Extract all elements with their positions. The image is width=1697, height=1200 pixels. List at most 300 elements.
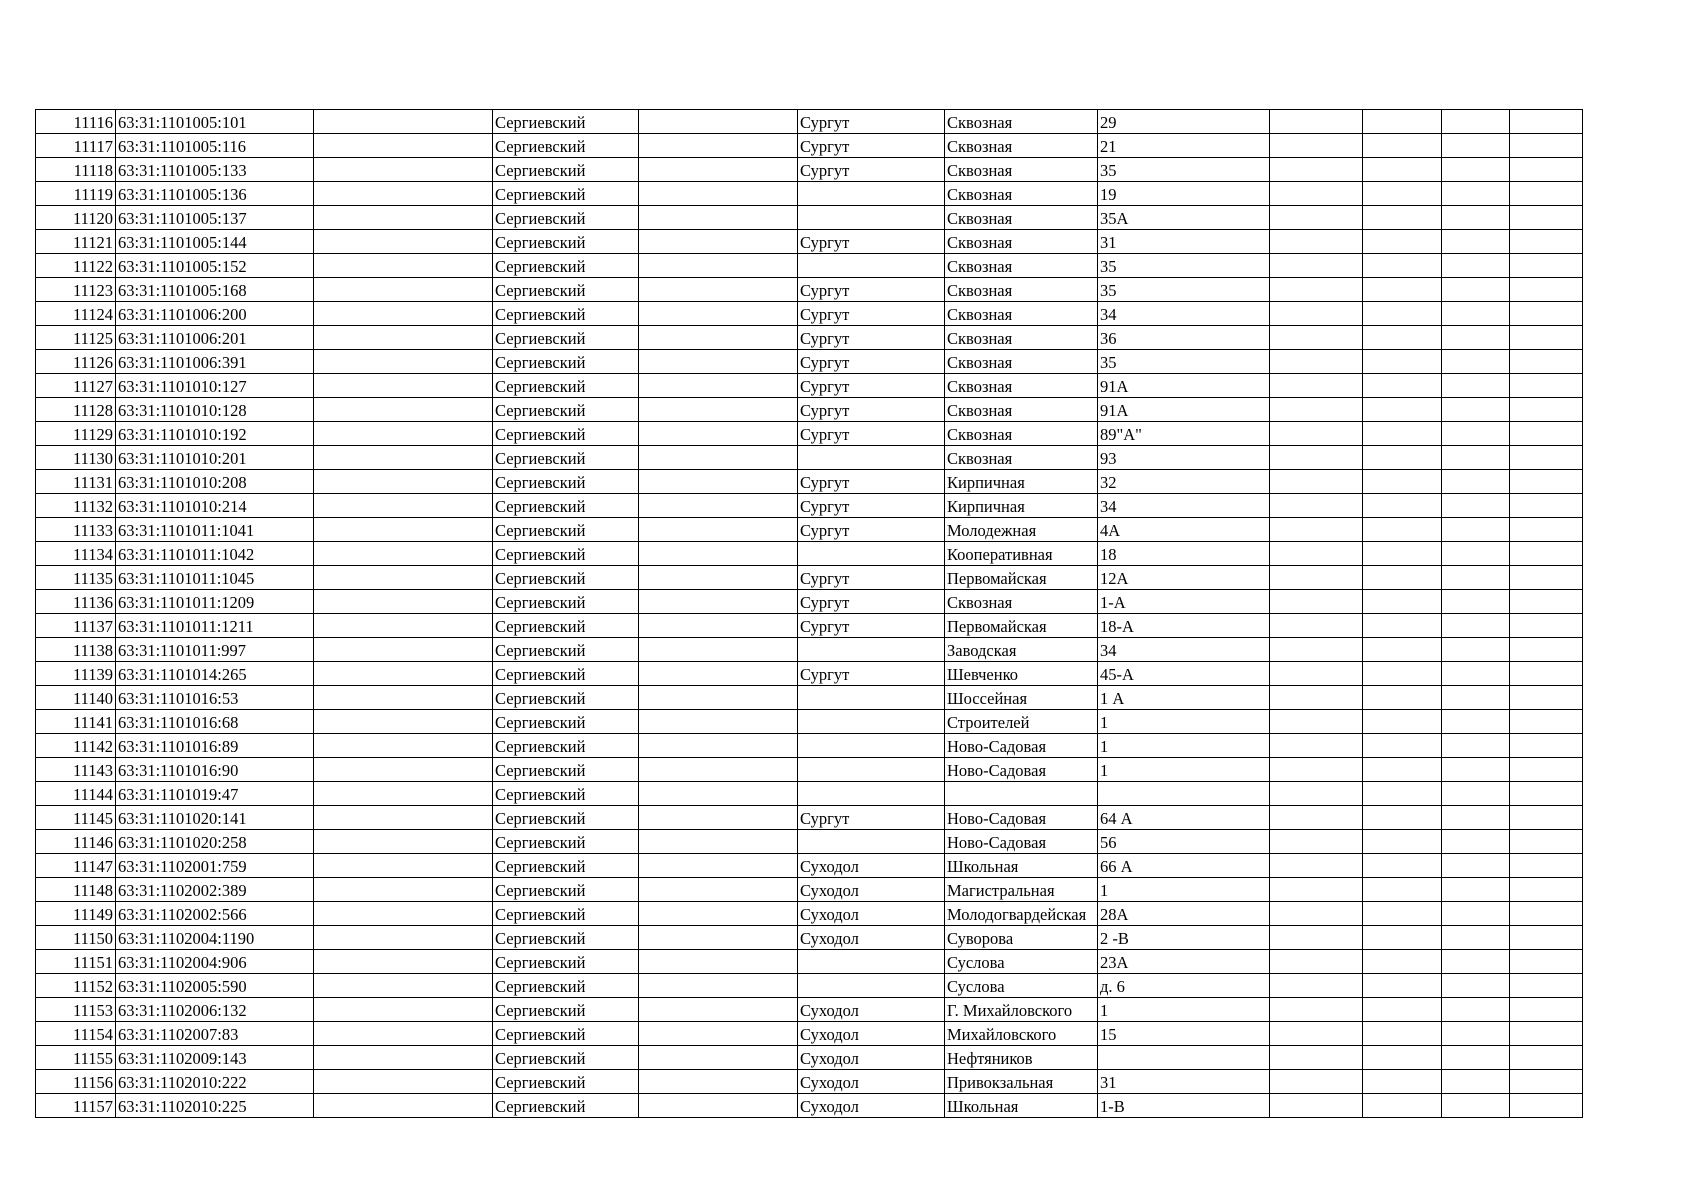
locality-cell: Сургут: [798, 470, 945, 494]
cadastral-number-cell: 63:31:1101006:201: [116, 326, 314, 350]
district-cell: Сергиевский: [493, 638, 639, 662]
district-cell: Сергиевский: [493, 590, 639, 614]
row-number-cell: 11155: [36, 1046, 116, 1070]
empty-cell: [639, 998, 798, 1022]
house-number-cell: 35А: [1098, 206, 1270, 230]
empty-cell: [1270, 182, 1363, 206]
street-cell: Нефтяников: [945, 1046, 1098, 1070]
empty-cell: [639, 518, 798, 542]
empty-cell: [1363, 662, 1442, 686]
empty-cell: [1270, 662, 1363, 686]
empty-cell: [639, 326, 798, 350]
empty-cell: [1270, 446, 1363, 470]
empty-cell: [1442, 638, 1510, 662]
empty-cell: [1442, 1022, 1510, 1046]
table-row: [36, 302, 1583, 326]
table-row: [36, 518, 1583, 542]
empty-cell: [1270, 278, 1363, 302]
street-cell: Сквозная: [945, 422, 1098, 446]
locality-cell: Суходол: [798, 902, 945, 926]
empty-cell: [1442, 542, 1510, 566]
empty-cell: [639, 902, 798, 926]
street-cell: Ново-Садовая: [945, 758, 1098, 782]
table-row: [36, 710, 1583, 734]
empty-cell: [1270, 686, 1363, 710]
table-row: [36, 350, 1583, 374]
empty-cell: [1510, 542, 1583, 566]
empty-cell: [1510, 974, 1583, 998]
empty-cell: [1442, 926, 1510, 950]
empty-cell: [314, 662, 493, 686]
empty-cell: [1510, 878, 1583, 902]
row-number-cell: 11121: [36, 230, 116, 254]
row-number-cell: 11150: [36, 926, 116, 950]
cadastral-number-cell: 63:31:1101011:1211: [116, 614, 314, 638]
empty-cell: [1270, 638, 1363, 662]
row-number-cell: 11131: [36, 470, 116, 494]
cadastral-number-cell: 63:31:1101011:997: [116, 638, 314, 662]
empty-cell: [314, 686, 493, 710]
empty-cell: [1510, 374, 1583, 398]
table-row: [36, 758, 1583, 782]
table-row: [36, 830, 1583, 854]
empty-cell: [1270, 326, 1363, 350]
empty-cell: [639, 542, 798, 566]
house-number-cell: [1098, 782, 1270, 806]
empty-cell: [1270, 206, 1363, 230]
district-cell: Сергиевский: [493, 230, 639, 254]
empty-cell: [314, 446, 493, 470]
street-cell: Сквозная: [945, 230, 1098, 254]
empty-cell: [639, 182, 798, 206]
empty-cell: [1363, 542, 1442, 566]
empty-cell: [1442, 950, 1510, 974]
row-number-cell: 11133: [36, 518, 116, 542]
district-cell: Сергиевский: [493, 1046, 639, 1070]
empty-cell: [314, 710, 493, 734]
empty-cell: [1510, 230, 1583, 254]
cadastral-number-cell: 63:31:1102006:132: [116, 998, 314, 1022]
empty-cell: [1363, 590, 1442, 614]
table-row: [36, 254, 1583, 278]
locality-cell: Сургут: [798, 230, 945, 254]
row-number-cell: 11141: [36, 710, 116, 734]
empty-cell: [1270, 830, 1363, 854]
row-number-cell: 11143: [36, 758, 116, 782]
street-cell: Сквозная: [945, 110, 1098, 134]
empty-cell: [1363, 926, 1442, 950]
locality-cell: Сургут: [798, 494, 945, 518]
table-row: [36, 854, 1583, 878]
cadastral-number-cell: 63:31:1101016:53: [116, 686, 314, 710]
house-number-cell: 21: [1098, 134, 1270, 158]
empty-cell: [314, 470, 493, 494]
cadastral-number-cell: 63:31:1101005:152: [116, 254, 314, 278]
empty-cell: [639, 254, 798, 278]
empty-cell: [1442, 806, 1510, 830]
row-number-cell: 11142: [36, 734, 116, 758]
district-cell: Сергиевский: [493, 350, 639, 374]
row-number-cell: 11134: [36, 542, 116, 566]
empty-cell: [1510, 590, 1583, 614]
cadastral-table: [35, 109, 1583, 1118]
house-number-cell: 91А: [1098, 398, 1270, 422]
empty-cell: [1363, 254, 1442, 278]
empty-cell: [1510, 206, 1583, 230]
empty-cell: [1363, 734, 1442, 758]
table-row: [36, 734, 1583, 758]
empty-cell: [1363, 758, 1442, 782]
locality-cell: Сургут: [798, 374, 945, 398]
street-cell: Заводская: [945, 638, 1098, 662]
empty-cell: [1510, 782, 1583, 806]
table-row: [36, 542, 1583, 566]
street-cell: [945, 782, 1098, 806]
row-number-cell: 11117: [36, 134, 116, 158]
empty-cell: [639, 878, 798, 902]
row-number-cell: 11132: [36, 494, 116, 518]
empty-cell: [1270, 998, 1363, 1022]
table-row: [36, 902, 1583, 926]
empty-cell: [1363, 182, 1442, 206]
empty-cell: [314, 374, 493, 398]
empty-cell: [1270, 518, 1363, 542]
empty-cell: [1442, 398, 1510, 422]
house-number-cell: 66 А: [1098, 854, 1270, 878]
empty-cell: [1270, 134, 1363, 158]
empty-cell: [1510, 1022, 1583, 1046]
locality-cell: Сургут: [798, 350, 945, 374]
empty-cell: [639, 806, 798, 830]
table-row: [36, 638, 1583, 662]
street-cell: Сквозная: [945, 590, 1098, 614]
table-row: [36, 1094, 1583, 1118]
empty-cell: [1363, 638, 1442, 662]
empty-cell: [639, 350, 798, 374]
empty-cell: [1363, 422, 1442, 446]
empty-cell: [1363, 134, 1442, 158]
table-row: [36, 1070, 1583, 1094]
locality-cell: [798, 974, 945, 998]
row-number-cell: 11148: [36, 878, 116, 902]
empty-cell: [1442, 998, 1510, 1022]
district-cell: Сергиевский: [493, 806, 639, 830]
empty-cell: [1510, 902, 1583, 926]
row-number-cell: 11139: [36, 662, 116, 686]
district-cell: Сергиевский: [493, 158, 639, 182]
empty-cell: [1363, 398, 1442, 422]
empty-cell: [314, 758, 493, 782]
house-number-cell: д. 6: [1098, 974, 1270, 998]
empty-cell: [1363, 470, 1442, 494]
locality-cell: [798, 206, 945, 230]
empty-cell: [1363, 950, 1442, 974]
empty-cell: [1442, 878, 1510, 902]
cadastral-number-cell: 63:31:1101006:200: [116, 302, 314, 326]
empty-cell: [1270, 902, 1363, 926]
empty-cell: [1442, 110, 1510, 134]
cadastral-number-cell: 63:31:1102010:222: [116, 1070, 314, 1094]
empty-cell: [1270, 1094, 1363, 1118]
district-cell: Сергиевский: [493, 734, 639, 758]
locality-cell: Сургут: [798, 302, 945, 326]
locality-cell: Суходол: [798, 854, 945, 878]
cadastral-number-cell: 63:31:1102001:759: [116, 854, 314, 878]
empty-cell: [1270, 350, 1363, 374]
street-cell: Ново-Садовая: [945, 806, 1098, 830]
empty-cell: [1363, 998, 1442, 1022]
row-number-cell: 11153: [36, 998, 116, 1022]
street-cell: Магистральная: [945, 878, 1098, 902]
empty-cell: [1363, 902, 1442, 926]
empty-cell: [1510, 254, 1583, 278]
row-number-cell: 11130: [36, 446, 116, 470]
empty-cell: [1510, 830, 1583, 854]
locality-cell: [798, 446, 945, 470]
district-cell: Сергиевский: [493, 302, 639, 326]
house-number-cell: 18-А: [1098, 614, 1270, 638]
district-cell: Сергиевский: [493, 518, 639, 542]
empty-cell: [1442, 182, 1510, 206]
empty-cell: [639, 614, 798, 638]
street-cell: Привокзальная: [945, 1070, 1098, 1094]
table-row: [36, 1022, 1583, 1046]
empty-cell: [1510, 1094, 1583, 1118]
empty-cell: [1510, 1046, 1583, 1070]
empty-cell: [314, 830, 493, 854]
empty-cell: [1270, 566, 1363, 590]
locality-cell: Сургут: [798, 614, 945, 638]
empty-cell: [1442, 854, 1510, 878]
empty-cell: [314, 1070, 493, 1094]
empty-cell: [639, 638, 798, 662]
empty-cell: [1363, 878, 1442, 902]
empty-cell: [1442, 374, 1510, 398]
empty-cell: [1442, 1070, 1510, 1094]
empty-cell: [1270, 470, 1363, 494]
empty-cell: [1442, 758, 1510, 782]
empty-cell: [1363, 686, 1442, 710]
empty-cell: [1510, 278, 1583, 302]
district-cell: Сергиевский: [493, 494, 639, 518]
empty-cell: [314, 734, 493, 758]
house-number-cell: 56: [1098, 830, 1270, 854]
house-number-cell: 2 -В: [1098, 926, 1270, 950]
cadastral-number-cell: 63:31:1101011:1209: [116, 590, 314, 614]
row-number-cell: 11147: [36, 854, 116, 878]
empty-cell: [1363, 278, 1442, 302]
table-row: [36, 1046, 1583, 1070]
street-cell: Первомайская: [945, 566, 1098, 590]
street-cell: Шоссейная: [945, 686, 1098, 710]
empty-cell: [314, 326, 493, 350]
house-number-cell: 1 А: [1098, 686, 1270, 710]
locality-cell: [798, 710, 945, 734]
house-number-cell: 1-А: [1098, 590, 1270, 614]
empty-cell: [314, 638, 493, 662]
district-cell: Сергиевский: [493, 470, 639, 494]
empty-cell: [314, 542, 493, 566]
street-cell: Суворова: [945, 926, 1098, 950]
locality-cell: [798, 254, 945, 278]
table-row: [36, 590, 1583, 614]
table-row: [36, 134, 1583, 158]
house-number-cell: 35: [1098, 350, 1270, 374]
empty-cell: [314, 878, 493, 902]
district-cell: Сергиевский: [493, 854, 639, 878]
empty-cell: [314, 998, 493, 1022]
empty-cell: [639, 590, 798, 614]
street-cell: Сквозная: [945, 206, 1098, 230]
cadastral-number-cell: 63:31:1101020:141: [116, 806, 314, 830]
locality-cell: Суходол: [798, 1094, 945, 1118]
empty-cell: [314, 230, 493, 254]
cadastral-number-cell: 63:31:1101016:89: [116, 734, 314, 758]
row-number-cell: 11122: [36, 254, 116, 278]
empty-cell: [1510, 614, 1583, 638]
street-cell: Кооперативная: [945, 542, 1098, 566]
locality-cell: Сургут: [798, 662, 945, 686]
empty-cell: [314, 806, 493, 830]
empty-cell: [1510, 638, 1583, 662]
district-cell: Сергиевский: [493, 710, 639, 734]
empty-cell: [1363, 206, 1442, 230]
house-number-cell: 89"А": [1098, 422, 1270, 446]
empty-cell: [639, 446, 798, 470]
locality-cell: Сургут: [798, 278, 945, 302]
empty-cell: [314, 1046, 493, 1070]
empty-cell: [1363, 494, 1442, 518]
row-number-cell: 11123: [36, 278, 116, 302]
locality-cell: [798, 638, 945, 662]
empty-cell: [314, 1022, 493, 1046]
empty-cell: [1510, 662, 1583, 686]
house-number-cell: 1-В: [1098, 1094, 1270, 1118]
district-cell: Сергиевский: [493, 134, 639, 158]
cadastral-number-cell: 63:31:1101016:90: [116, 758, 314, 782]
house-number-cell: 45-А: [1098, 662, 1270, 686]
empty-cell: [314, 1094, 493, 1118]
locality-cell: Суходол: [798, 926, 945, 950]
locality-cell: Сургут: [798, 110, 945, 134]
locality-cell: Сургут: [798, 590, 945, 614]
locality-cell: [798, 758, 945, 782]
district-cell: Сергиевский: [493, 782, 639, 806]
empty-cell: [1363, 446, 1442, 470]
empty-cell: [639, 758, 798, 782]
table-row: [36, 806, 1583, 830]
empty-cell: [314, 206, 493, 230]
empty-cell: [314, 110, 493, 134]
empty-cell: [1510, 710, 1583, 734]
empty-cell: [1363, 1022, 1442, 1046]
table-row: [36, 998, 1583, 1022]
cadastral-number-cell: 63:31:1102002:389: [116, 878, 314, 902]
locality-cell: Сургут: [798, 398, 945, 422]
empty-cell: [1442, 902, 1510, 926]
empty-cell: [639, 734, 798, 758]
empty-cell: [639, 374, 798, 398]
empty-cell: [639, 206, 798, 230]
row-number-cell: 11137: [36, 614, 116, 638]
street-cell: Ново-Садовая: [945, 830, 1098, 854]
table-row: [36, 878, 1583, 902]
district-cell: Сергиевский: [493, 1070, 639, 1094]
district-cell: Сергиевский: [493, 326, 639, 350]
street-cell: Ново-Садовая: [945, 734, 1098, 758]
street-cell: Школьная: [945, 854, 1098, 878]
empty-cell: [639, 302, 798, 326]
empty-cell: [314, 350, 493, 374]
empty-cell: [1510, 1070, 1583, 1094]
empty-cell: [314, 782, 493, 806]
district-cell: Сергиевский: [493, 1022, 639, 1046]
district-cell: Сергиевский: [493, 758, 639, 782]
row-number-cell: 11154: [36, 1022, 116, 1046]
empty-cell: [1363, 974, 1442, 998]
empty-cell: [1510, 806, 1583, 830]
empty-cell: [1363, 230, 1442, 254]
empty-cell: [1363, 614, 1442, 638]
empty-cell: [314, 518, 493, 542]
empty-cell: [1270, 1022, 1363, 1046]
district-cell: Сергиевский: [493, 662, 639, 686]
empty-cell: [314, 302, 493, 326]
street-cell: Сквозная: [945, 326, 1098, 350]
street-cell: Сквозная: [945, 182, 1098, 206]
street-cell: Суслова: [945, 974, 1098, 998]
street-cell: Михайловского: [945, 1022, 1098, 1046]
house-number-cell: 28А: [1098, 902, 1270, 926]
empty-cell: [1510, 326, 1583, 350]
empty-cell: [1442, 206, 1510, 230]
locality-cell: Суходол: [798, 1046, 945, 1070]
locality-cell: Сургут: [798, 518, 945, 542]
district-cell: Сергиевский: [493, 614, 639, 638]
street-cell: Суслова: [945, 950, 1098, 974]
locality-cell: Сургут: [798, 806, 945, 830]
empty-cell: [1510, 470, 1583, 494]
table-body: [36, 110, 1583, 1118]
cadastral-number-cell: 63:31:1101005:116: [116, 134, 314, 158]
district-cell: Сергиевский: [493, 182, 639, 206]
empty-cell: [1442, 782, 1510, 806]
empty-cell: [639, 782, 798, 806]
cadastral-number-cell: 63:31:1101005:144: [116, 230, 314, 254]
row-number-cell: 11116: [36, 110, 116, 134]
empty-cell: [1270, 710, 1363, 734]
street-cell: Сквозная: [945, 398, 1098, 422]
empty-cell: [1442, 494, 1510, 518]
cadastral-number-cell: 63:31:1101005:168: [116, 278, 314, 302]
district-cell: Сергиевский: [493, 398, 639, 422]
district-cell: Сергиевский: [493, 422, 639, 446]
district-cell: Сергиевский: [493, 254, 639, 278]
row-number-cell: 11126: [36, 350, 116, 374]
row-number-cell: 11125: [36, 326, 116, 350]
empty-cell: [1442, 302, 1510, 326]
empty-cell: [1442, 974, 1510, 998]
district-cell: Сергиевский: [493, 878, 639, 902]
table-row: [36, 782, 1583, 806]
cadastral-number-cell: 63:31:1101005:136: [116, 182, 314, 206]
empty-cell: [1270, 422, 1363, 446]
cadastral-number-cell: 63:31:1101005:137: [116, 206, 314, 230]
empty-cell: [1270, 854, 1363, 878]
locality-cell: [798, 734, 945, 758]
empty-cell: [1510, 926, 1583, 950]
empty-cell: [1270, 110, 1363, 134]
